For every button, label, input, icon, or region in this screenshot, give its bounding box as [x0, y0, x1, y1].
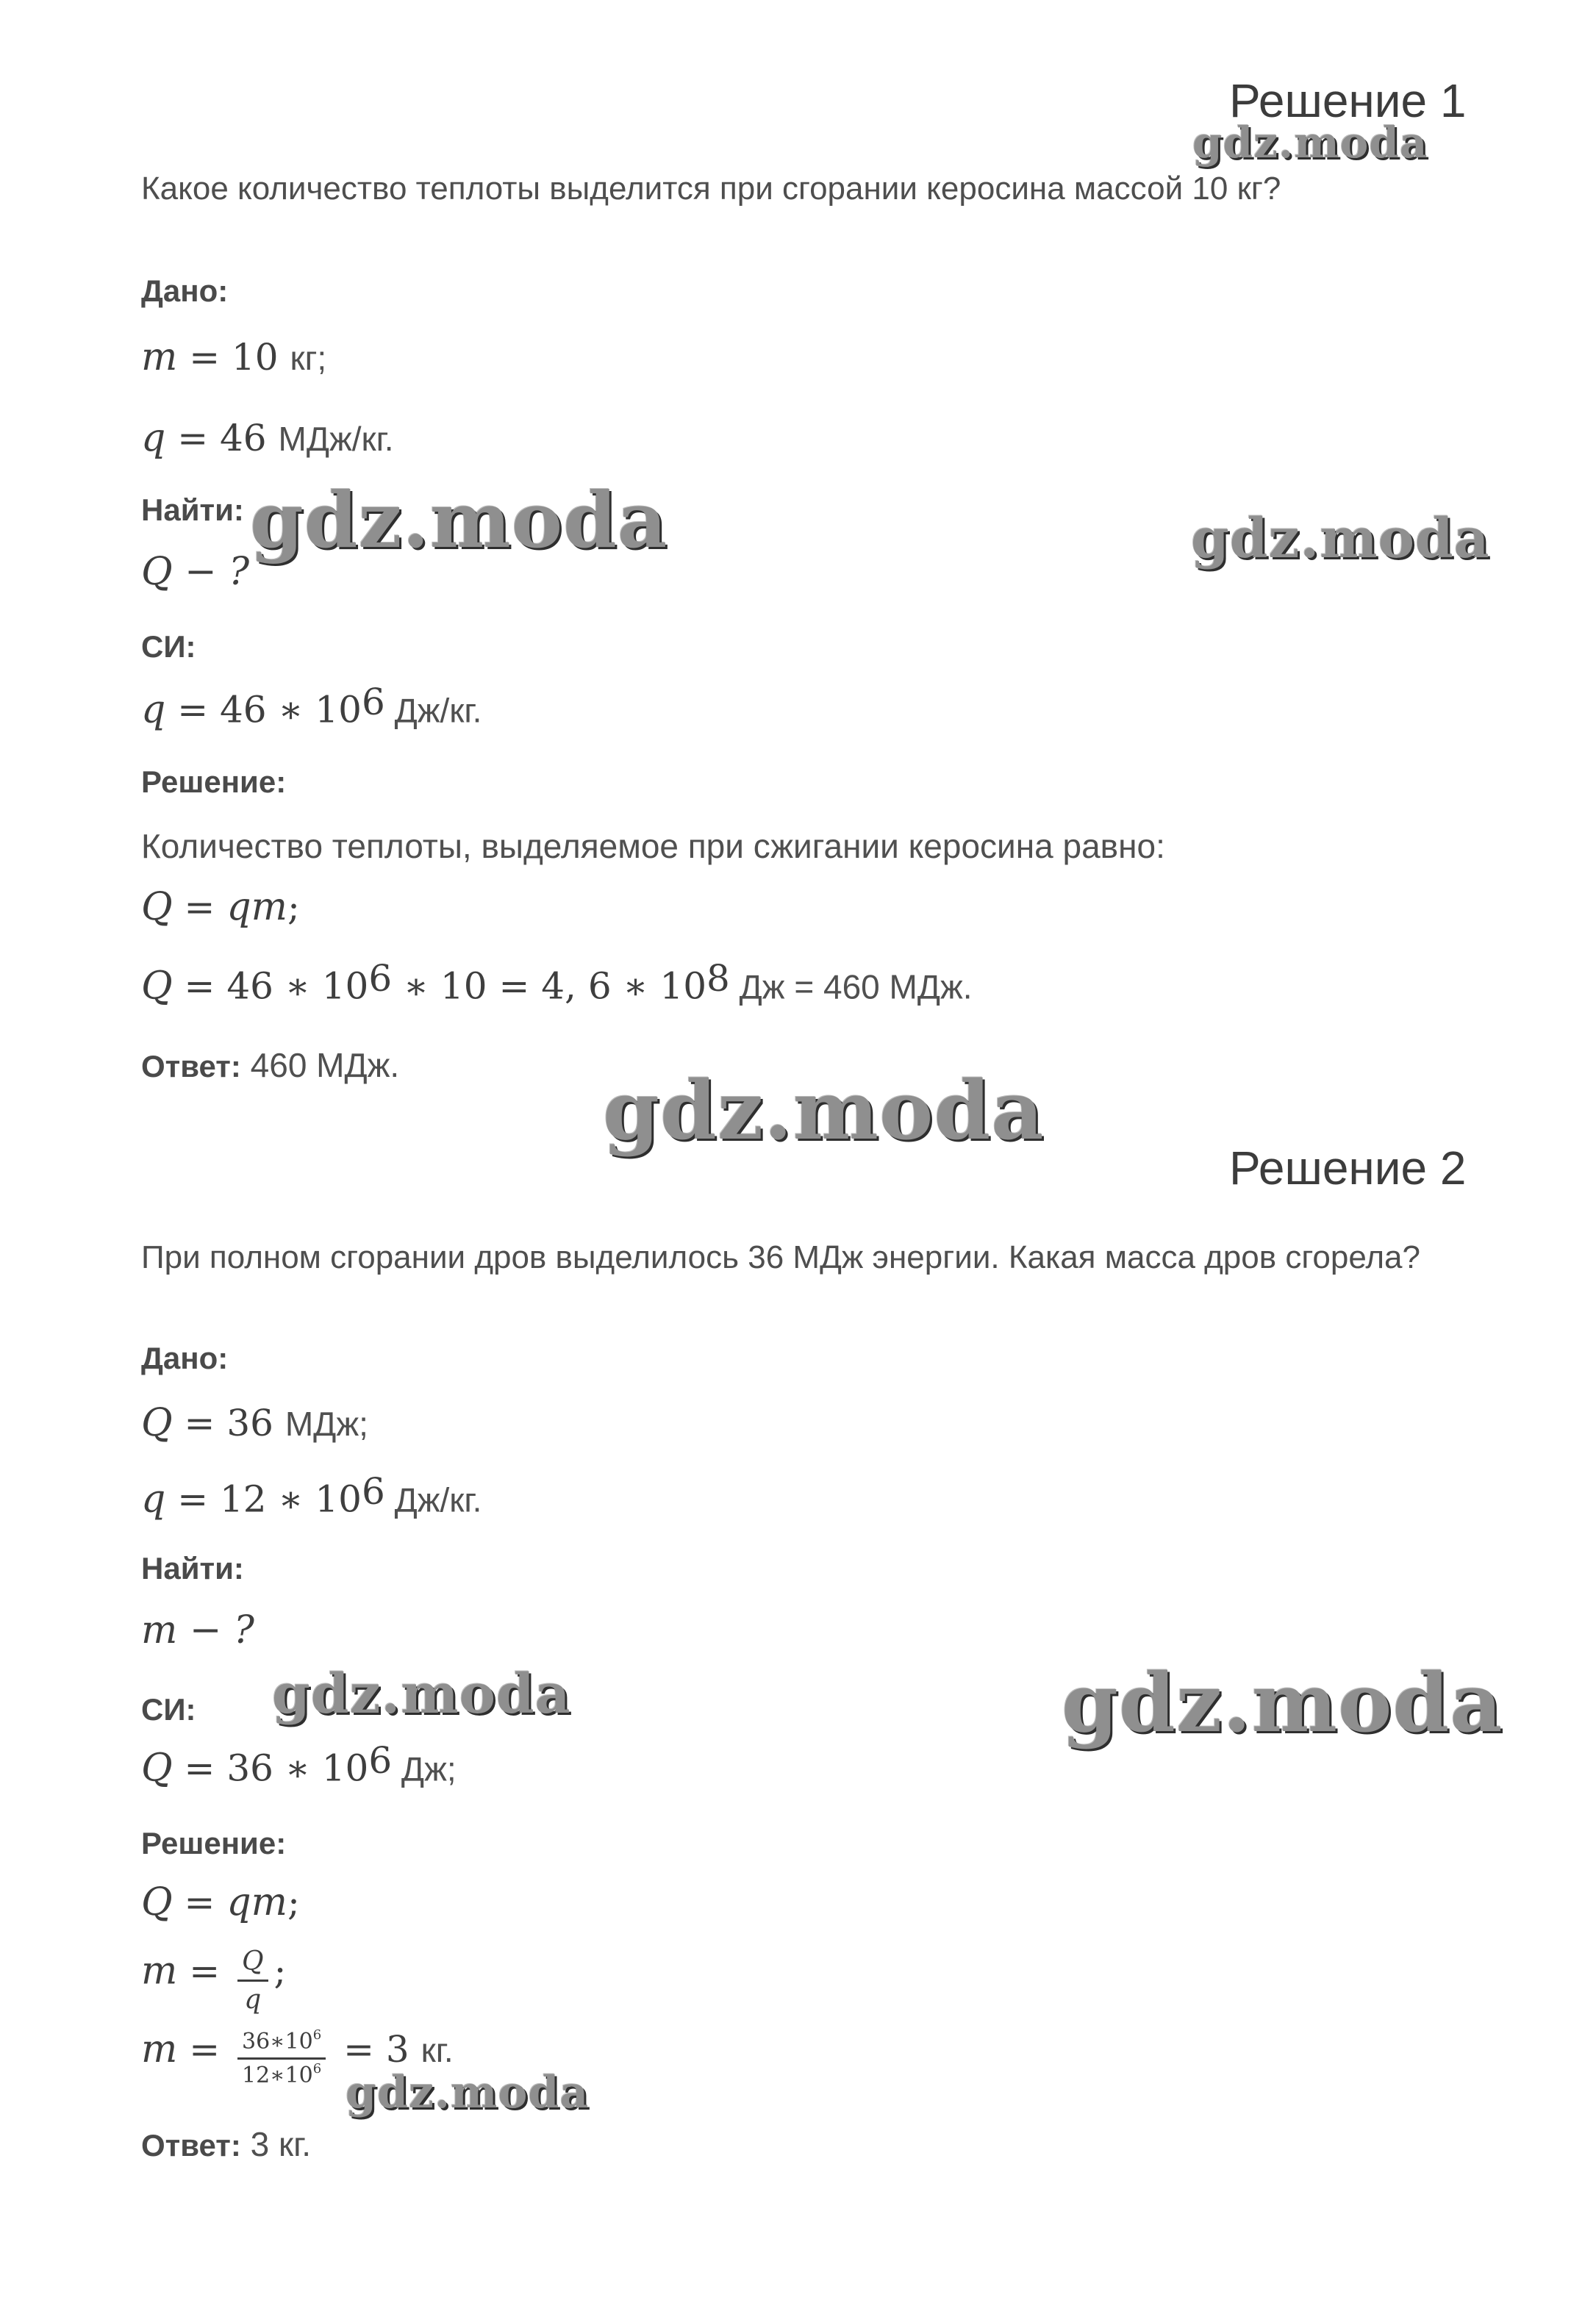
- watermark: gdz.moda: [1192, 118, 1428, 168]
- formula-heat: Q = qm;: [141, 1880, 300, 1924]
- watermark: gdz.moda: [603, 1063, 1045, 1158]
- solution-label: Решение:: [141, 1826, 287, 1860]
- given-label: Дано:: [141, 273, 229, 308]
- formula-calculation: Q = 46 ∗ $10^6$ ∗ 10 = 4, 6 ∗ $10^8$ Дж = 460 МДж.: [141, 957, 973, 1009]
- solution-2-heading: Решение 2: [1229, 1142, 1467, 1194]
- watermark: gdz.moda: [1062, 1655, 1503, 1750]
- si-value: q = 46 ∗ $10^6$ Дж/кг.: [141, 681, 482, 732]
- given-heat-value: q = 46 МДж/кг.: [141, 416, 394, 460]
- solution-1-question: Какое количество теплоты выделится при сгорании керосина массой 10 кг?: [141, 171, 1281, 207]
- watermark: gdz.moda: [250, 475, 668, 565]
- given-label: Дано:: [141, 1341, 229, 1375]
- find-value: m − ?: [141, 1608, 254, 1652]
- watermark: gdz.moda: [1191, 507, 1490, 570]
- si-value: Q = 36 ∗ $10^6$ Дж;: [141, 1739, 457, 1791]
- find-label: Найти:: [141, 1551, 244, 1586]
- given-mass: m = 10 кг;: [141, 335, 327, 379]
- answer: Ответ: 3 кг.: [141, 2125, 312, 2163]
- solution-label: Решение:: [141, 764, 287, 799]
- given-heat-value: q = 12 ∗ $10^6$ Дж/кг.: [141, 1470, 482, 1522]
- watermark: gdz.moda: [346, 2067, 590, 2118]
- solution-text: Количество теплоты, выделяемое при сжигании керосина равно:: [141, 827, 1165, 865]
- solution-2-question: При полном сгорании дров выделилось 36 МДж энергии. Какая масса дров сгорела?: [141, 1239, 1420, 1275]
- si-label: СИ:: [141, 629, 196, 664]
- find-label: Найти:: [141, 492, 244, 527]
- si-label: СИ:: [141, 1692, 196, 1727]
- watermark: gdz.moda: [272, 1663, 571, 1726]
- formula-mass: m = $\frac{Q}{q}$ ;: [141, 1946, 287, 2015]
- given-heat: Q = 36 МДж;: [141, 1401, 368, 1445]
- formula-mass-calculation: m = $\frac{36∗10^6}{12∗10^6}$ = 3 кг.: [141, 2027, 454, 2089]
- find-value: Q − ?: [141, 550, 250, 594]
- answer: Ответ: 460 МДж.: [141, 1046, 400, 1084]
- formula-heat: Q = qm;: [141, 885, 300, 929]
- solution-1-heading: Решение 1: [1229, 74, 1467, 127]
